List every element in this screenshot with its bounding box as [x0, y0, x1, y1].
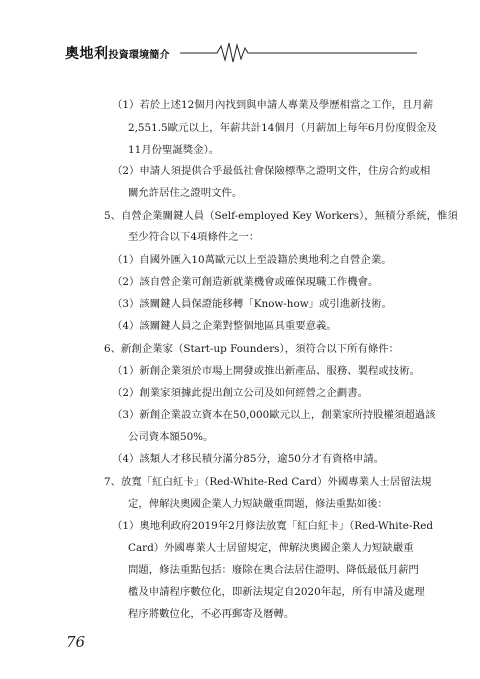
text-line: （4）該類人才移民積分滿分85分，逾50分才有資格申請。	[112, 453, 385, 465]
page-number: 76	[66, 633, 86, 651]
text-line: 檻及申請程序數位化，即新法規定自2020年起，所有申請及處理	[128, 586, 425, 598]
text-line: 公司資本額50%。	[128, 431, 214, 443]
text-line: （3）該關鍵人員保證能移轉「Know-how」或引進新技術。	[112, 298, 392, 310]
text-line: 2,551.5歐元以上，年薪共計14個月（月薪加上每年6月份度假金及	[128, 122, 437, 134]
text-line: （2）該自營企業可創造新就業機會或確保現職工作機會。	[112, 276, 379, 288]
text-line: 6、新創企業家（Start-up Founders），須符合以下所有條件：	[104, 343, 399, 355]
text-line: （2）創業家須據此提出創立公司及如何經營之企劃書。	[112, 387, 368, 399]
text-line: 5、自營企業關鍵人員（Self-employed Key Workers），無積分系統，惟須	[104, 210, 458, 222]
text-line: （1）自國外匯入10萬歐元以上至設籍於奧地利之自營企業。	[112, 254, 392, 266]
text-line: Card）外國專業人士居留規定，俾解決奧國企業人力短缺嚴重	[128, 542, 414, 554]
text-line: 11月份聖誕獎金）。	[128, 144, 220, 156]
header-title-sub: 投資環境簡介	[108, 50, 170, 61]
header-title	[65, 43, 170, 63]
text-line: 7、放寬「紅白紅卡」（Red-White-Red Card）外國專業人士居留法規	[104, 476, 432, 488]
text-line: 至少符合以下4項條件之一：	[128, 231, 260, 243]
text-line: （3）新創企業設立資本在50,000歐元以上，創業家所持股權須超過該	[112, 409, 436, 421]
text-line: 問題，修法重點包括：廢除在奧合法居住證明、降低最低月薪門	[128, 564, 419, 576]
text-line: （2）申請人須提供合乎最低社會保險標準之證明文件，住房合約或相	[112, 165, 431, 177]
text-line: 定，俾解決奧國企業人力短缺嚴重問題，修法重點如後：	[128, 498, 388, 510]
text-line: 程序將數位化，不必再郵寄及曆轉。	[128, 608, 295, 620]
text-line: （1）奧地利政府2019年2月修法放寬「紅白紅卡」（Red-White-Red	[112, 520, 433, 532]
text-line: （4）該關鍵人員之企業對整個地區具重要意義。	[112, 320, 337, 332]
running-header	[65, 40, 417, 64]
header-title-main: 奧地利	[65, 46, 109, 62]
text-line: 關允許居住之證明文件。	[128, 187, 243, 199]
text-line: （1）若於上述12個月內找到與申請人專業及學歷相當之工作，且月薪	[112, 99, 434, 111]
text-line: （1）新創企業須於市場上開發或推出新產品、服務、製程或技術。	[112, 365, 420, 377]
